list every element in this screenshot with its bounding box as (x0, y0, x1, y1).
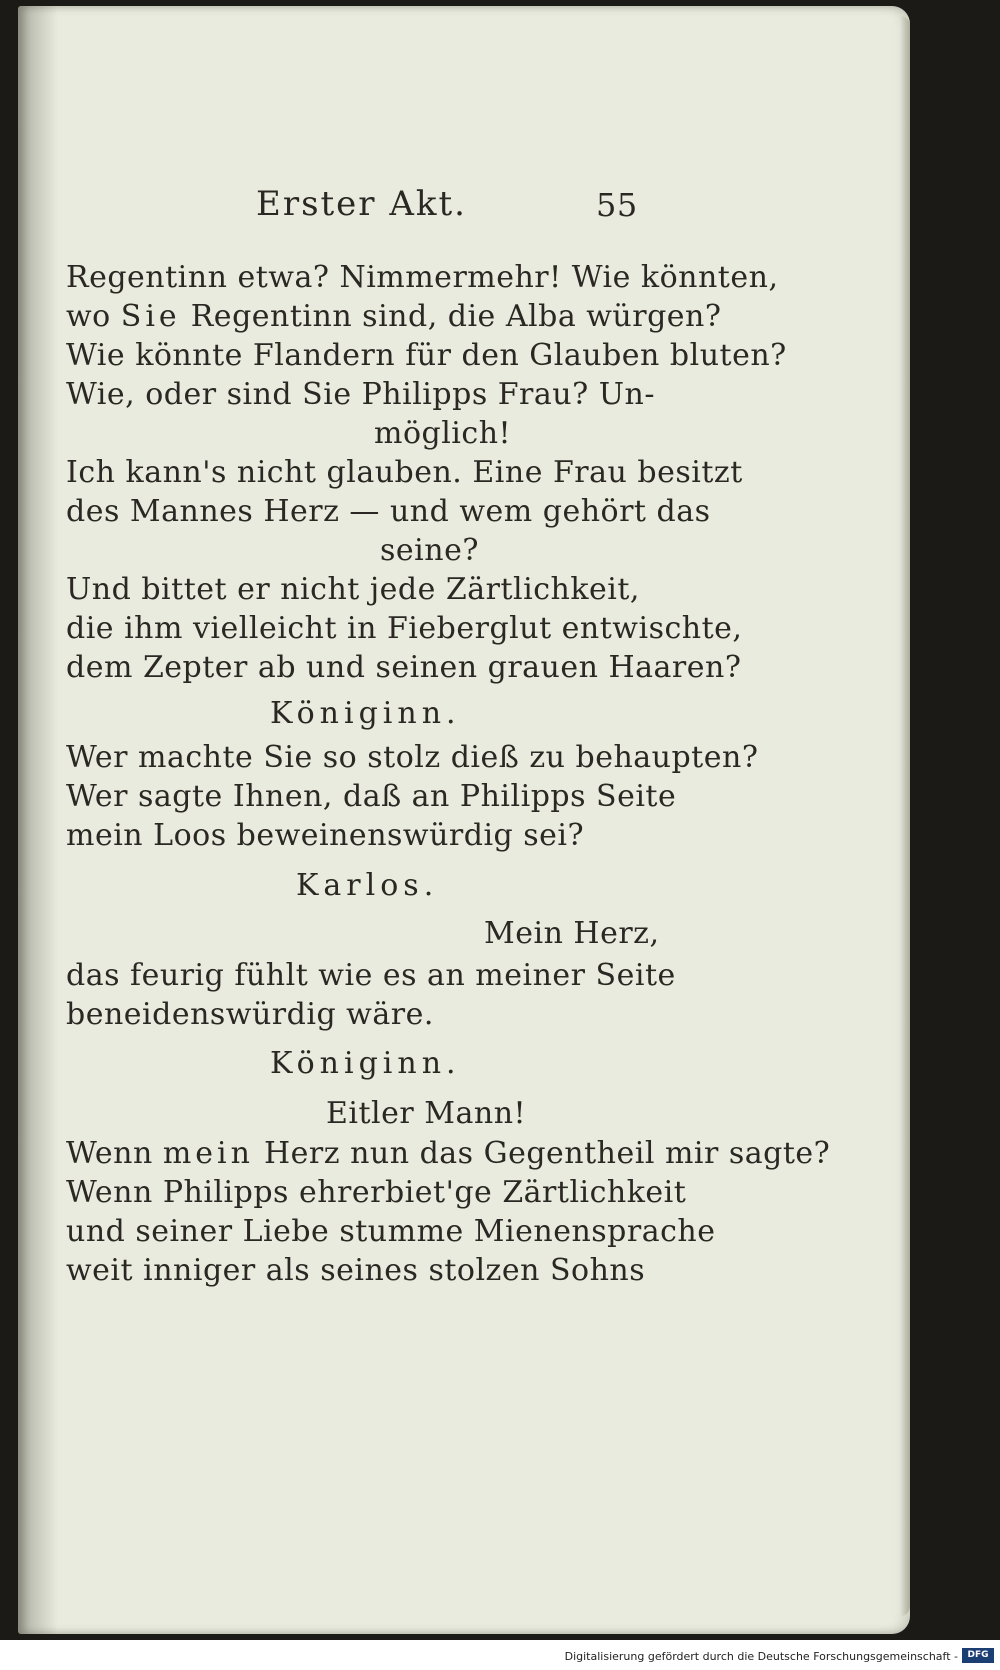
text-line: Wenn Philipps ehrerbiet'ge Zärtlichkeit (66, 1175, 687, 1210)
page-number: 55 (596, 186, 638, 224)
text-line: Und bittet er nicht jede Zärtlichkeit, (66, 572, 640, 607)
text-line: Wie könnte Flandern für den Glauben bluten? (66, 338, 787, 373)
text-line: weit inniger als seines stolzen Sohns (66, 1253, 646, 1288)
text-line: möglich! (374, 416, 512, 451)
running-title: Erster Akt. (256, 184, 467, 224)
text-line: wo Sie Regentinn sind, die Alba würgen? (66, 299, 722, 334)
text-line: und seiner Liebe stumme Mienensprache (66, 1214, 716, 1249)
funding-credit: Digitalisierung gefördert durch die Deutsche Forschungsgemeinschaft - (564, 1650, 958, 1663)
book-page (18, 6, 910, 1634)
text-line: die ihm vielleicht in Fieberglut entwischte, (66, 611, 743, 646)
gutter-shadow (18, 6, 58, 1634)
emphasis: mein (162, 1136, 254, 1171)
text-line: Wer machte Sie so stolz dieß zu behaupten? (66, 740, 759, 775)
text-line: des Mannes Herz — und wem gehört das (66, 494, 711, 529)
text-line: Wie, oder sind Sie Philipps Frau? Un- (66, 377, 655, 412)
text-line: Wenn mein Herz nun das Gegentheil mir sagte? (66, 1136, 831, 1171)
text-line: Wer sagte Ihnen, daß an Philipps Seite (66, 779, 677, 814)
text-line: Ich kann's nicht glauben. Eine Frau besitzt (66, 455, 743, 490)
text-line: Regentinn etwa? Nimmermehr! Wie könnten, (66, 260, 779, 295)
footer-bar (0, 1640, 1000, 1670)
text-line: beneidenswürdig wäre. (66, 997, 434, 1032)
text-line: dem Zepter ab und seinen grauen Haaren? (66, 650, 742, 685)
text-line: Eitler Mann! (326, 1096, 527, 1131)
speaker-name: Königinn. (270, 1046, 461, 1081)
page-edge (900, 16, 910, 1616)
text-line: mein Loos beweinenswürdig sei? (66, 818, 585, 853)
text-line: seine? (380, 533, 479, 568)
text-line: Mein Herz, (484, 916, 660, 951)
emphasis: Sie (120, 299, 181, 334)
speaker-name: Königinn. (270, 696, 461, 731)
speaker-name: Karlos. (296, 868, 439, 903)
dfg-logo: DFG (962, 1648, 994, 1663)
text-line: das feurig fühlt wie es an meiner Seite (66, 958, 676, 993)
